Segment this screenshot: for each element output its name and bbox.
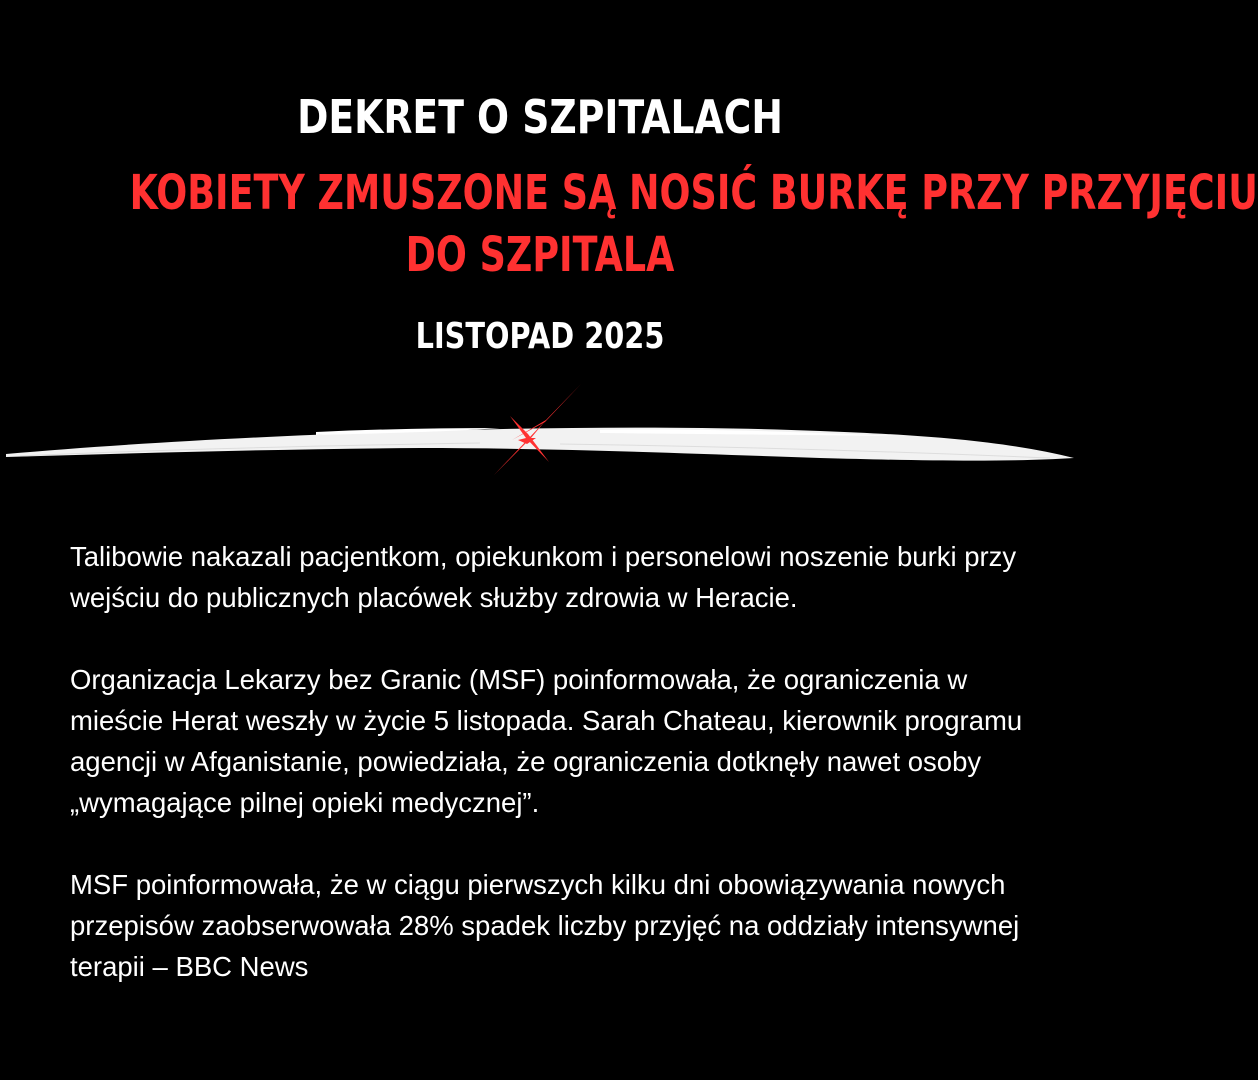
headline-line-2: DO SZPITALA — [405, 227, 675, 283]
article-body — [70, 536, 1060, 987]
paragraph-2: Organizacja Lekarzy bez Granic (MSF) poinformowała, że ograniczenia w mieście Herat weszły w życie 5 listopada. Sarah Chateau, kierownik programu agencji w Afganistanie, powiedziała, że ograniczenia dotknęły nawet osoby „wymagające pilnej opieki medycznej”. — [70, 664, 1023, 818]
paragraph-1: Talibowie nakazali pacjentkom, opiekunkom i personelowi noszenie burki przy wejściu do publicznych placówek służby zdrowia w Heracie. — [70, 541, 1017, 613]
header — [0, 86, 1080, 148]
page-title: DEKRET O SZPITALACH — [297, 90, 783, 144]
brush-stroke — [6, 428, 1074, 461]
date-label: LISTOPAD 2025 — [415, 316, 665, 357]
brush-stroke-divider — [0, 378, 1080, 488]
headline-line-1: KOBIETY ZMUSZONE SĄ NOSIĆ BURKĘ PRZY PRZYJĘCIU — [129, 165, 1258, 221]
paragraph-3: MSF poinformowała, że w ciągu pierwszych kilku dni obowiązywania nowych przepisów zaobserwowała 28% spadek liczby przyjęć na oddziały intensywnej terapii – BBC News — [70, 869, 1020, 982]
headline — [0, 162, 1258, 286]
